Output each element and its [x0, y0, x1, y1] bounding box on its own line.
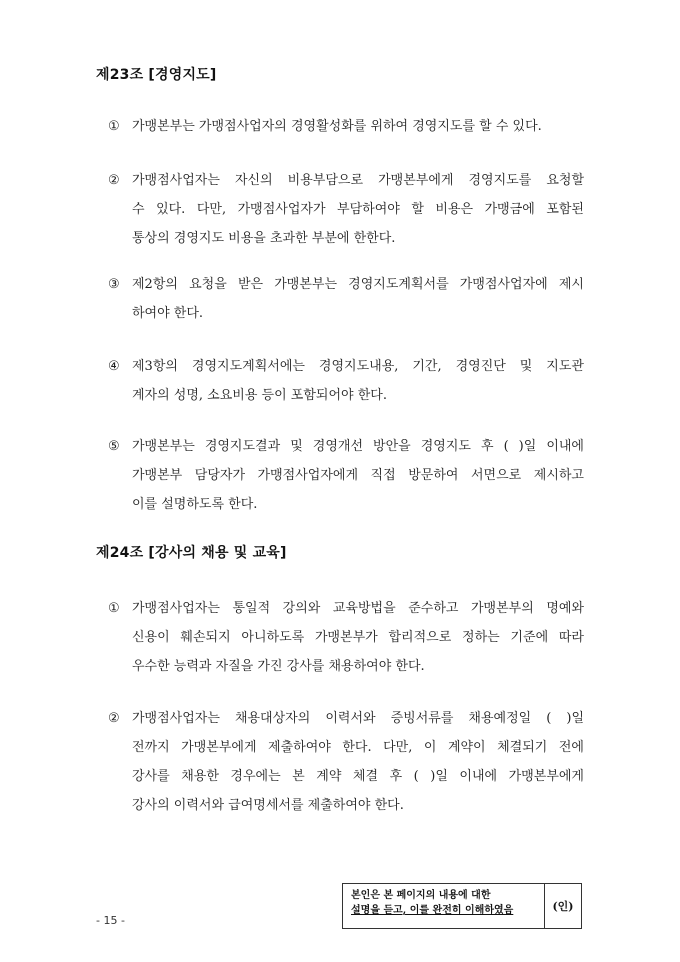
clause-line: 가맹본부는 가맹점사업자의 경영활성화를 위하여 경영지도를 할 수 있다. — [132, 119, 542, 134]
clause-line: 가맹점사업자는 자신의 비용부담으로 가맹본부에게 경영지도를 요청할 — [132, 173, 584, 188]
confirmation-line-2: 설명을 듣고, 이를 완전히 이해하였음 — [351, 905, 514, 916]
clause-line: 전까지 가맹본부에게 제출하여야 한다. 다만, 이 계약이 체결되기 전에 — [132, 740, 584, 755]
article-23-clause-4 — [108, 352, 584, 410]
clause-line: 제2항의 요청을 받은 가맹본부는 경영지도계획서를 가맹점사업자에 제시 — [132, 277, 584, 292]
article-23-clause-2 — [108, 166, 584, 253]
article-23-clause-3 — [108, 270, 584, 328]
confirmation-line-1: 본인은 본 페이지의 내용에 대한 — [351, 890, 491, 901]
clause-line: 가맹점사업자는 통일적 강의와 교육방법을 준수하고 가맹본부의 명예와 — [132, 601, 584, 616]
clause-number: ⑤ — [108, 439, 120, 454]
article-24-title: 제24조 [강사의 채용 및 교육] — [96, 545, 287, 561]
clause-line: 강사를 채용한 경우에는 본 계약 체결 후 ( )일 이내에 가맹본부에게 — [132, 769, 584, 784]
clause-number: ① — [108, 601, 120, 616]
article-23-clause-5 — [108, 432, 584, 519]
confirmation-statement — [343, 884, 545, 928]
seal-field[interactable]: (인) — [552, 900, 574, 913]
clause-line: 하여야 한다. — [132, 306, 204, 321]
clause-number: ② — [108, 173, 120, 188]
clause-line: 계자의 성명, 소요비용 등이 포함되어야 한다. — [132, 388, 387, 403]
clause-line: 제3항의 경영지도계획서에는 경영지도내용, 기간, 경영진단 및 지도관 — [132, 359, 584, 374]
clause-line: 수 있다. 다만, 가맹점사업자가 부담하여야 할 비용은 가맹금에 포함된 — [132, 202, 584, 217]
clause-line: 우수한 능력과 자질을 가진 강사를 채용하여야 한다. — [132, 659, 425, 674]
clause-number: ② — [108, 711, 120, 726]
article-24-clause-2 — [108, 704, 584, 820]
clause-line: 강사의 이력서와 급여명세서를 제출하여야 한다. — [132, 798, 404, 813]
article-23-title: 제23조 [경영지도] — [96, 67, 217, 83]
article-23-clause-1 — [108, 112, 584, 141]
clause-line: 신용이 훼손되지 아니하도록 가맹본부가 합리적으로 정하는 기준에 따라 — [132, 630, 584, 645]
clause-line: 통상의 경영지도 비용을 초과한 부분에 한한다. — [132, 231, 396, 246]
clause-line: 이를 설명하도록 한다. — [132, 497, 258, 512]
clause-line: 가맹본부는 경영지도결과 및 경영개선 방안을 경영지도 후 ( )일 이내에 — [132, 439, 584, 454]
page-number: - 15 - — [96, 914, 125, 927]
clause-number: ④ — [108, 359, 120, 374]
confirmation-box — [342, 883, 582, 929]
article-24-clause-1 — [108, 594, 584, 681]
clause-line: 가맹점사업자는 채용대상자의 이력서와 증빙서류를 채용예정일 ( )일 — [132, 711, 584, 726]
clause-number: ① — [108, 119, 120, 134]
clause-line: 가맹본부 담당자가 가맹점사업자에게 직접 방문하여 서면으로 제시하고 — [132, 468, 584, 483]
clause-number: ③ — [108, 277, 120, 292]
